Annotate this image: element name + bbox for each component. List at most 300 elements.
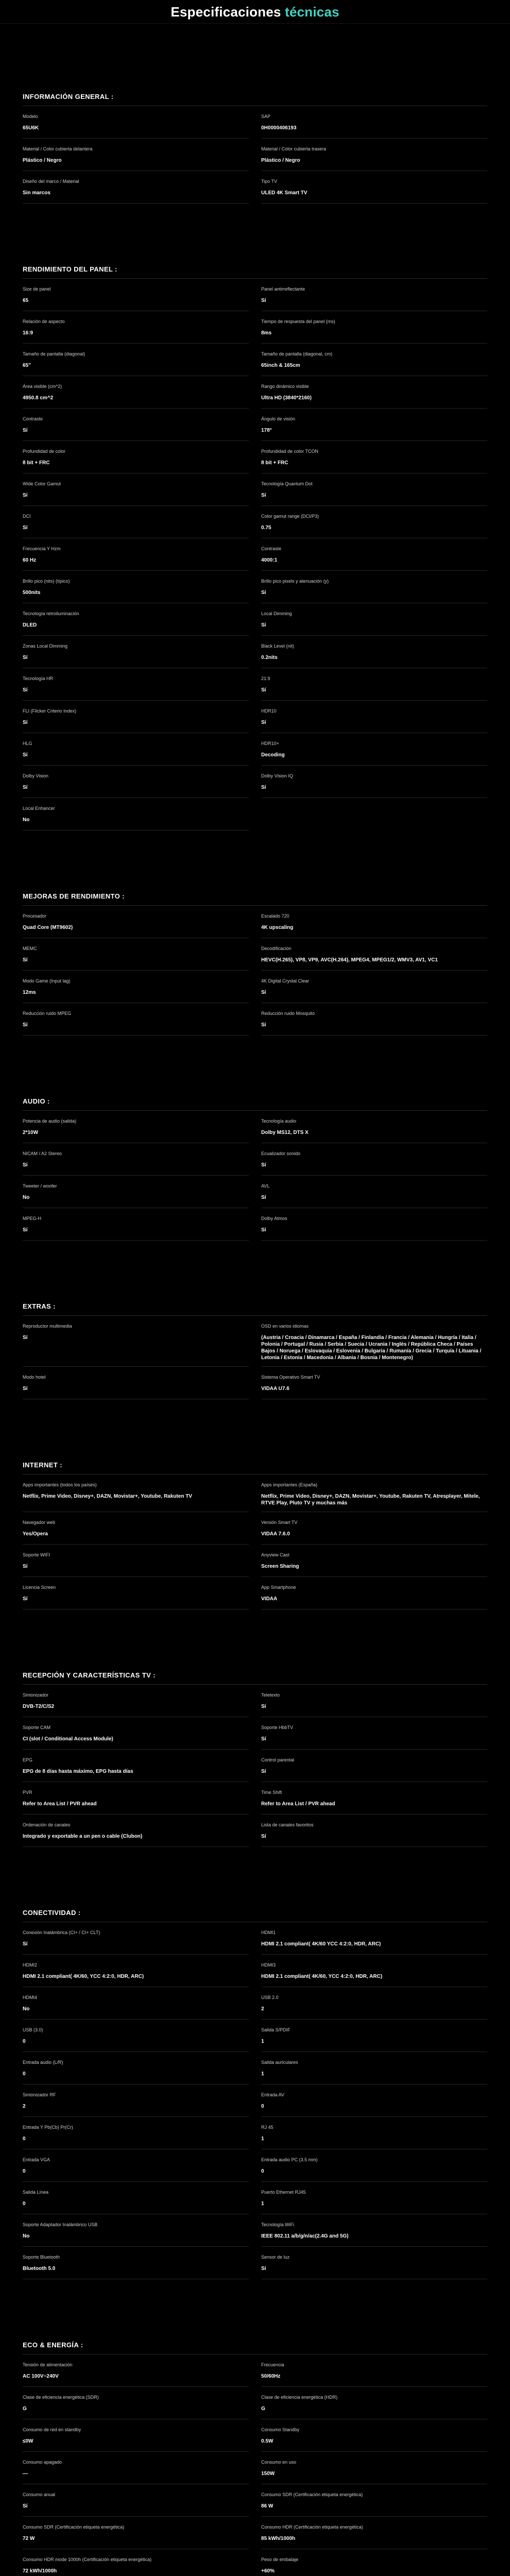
spec-item [23, 906, 249, 938]
section-title: INFORMACIÓN GENERAL : [23, 93, 487, 106]
spec-label: AVL [261, 1183, 270, 1189]
spec-item [23, 1717, 249, 1750]
spec-value: HDMI 2.1 compliant( 4K/60, YCC 4:2:0, HDR, ARC) [23, 1974, 144, 1979]
spec-value: (Austria / Croacia / Dinamarca / España / Finlandia / Francia / Alemania / Hungría / Italia / Polonia / Portugal / Rusia / Serbia / Suecia / Ucrania / Inglés / República Checa / Países Bajos / Noruega / Eslovaquia / Eslovenia / Bulgaria / Rumanía / Grecia / Turquía / Lituania / Letonia / Estonia / Macedonia / Albania / Bosnia / Montenegro) [261, 1335, 482, 1361]
spec-value: AC 100V~240V [23, 2374, 59, 2379]
spec-label: App Smartphone [261, 1585, 296, 1590]
spec-item [23, 538, 249, 571]
spec-item [23, 2484, 249, 2517]
spec-label: Lista de canales favoritos [261, 1822, 314, 1827]
spec-item [23, 311, 249, 344]
spec-item [23, 798, 249, 831]
spec-value: Sí [23, 1941, 28, 1947]
spec-value: Sí [261, 720, 266, 725]
spec-label: HLG [23, 741, 32, 746]
spec-value: Decoding [261, 752, 285, 758]
spec-value: 0 [23, 2039, 26, 2044]
spec-label: Anyview Cast [261, 1552, 290, 1557]
section-title: AUDIO : [23, 1097, 487, 1111]
spec-item [23, 2452, 249, 2484]
spec-label: NICAM / A2 Stereo [23, 1151, 62, 1156]
spec-item [261, 2052, 487, 2084]
spec-value: Sin marcos [23, 190, 50, 196]
spec-value: Sí [261, 1227, 266, 1233]
spec-item [261, 1003, 487, 1036]
spec-content [0, 93, 510, 2576]
spec-value: Sí [261, 493, 266, 498]
spec-item [261, 1577, 487, 1609]
spec-item [23, 2214, 249, 2247]
spec-value: 8ms [261, 330, 272, 336]
spec-label: Apps importantes (España) [261, 1482, 318, 1487]
spec-section [23, 1097, 487, 1241]
spec-label: Soporte WIFI [23, 1552, 50, 1557]
spec-section [23, 265, 487, 831]
spec-item [261, 409, 487, 441]
spec-item [23, 701, 249, 733]
spec-item [23, 938, 249, 971]
spec-value: Sí [261, 298, 266, 303]
spec-item [261, 2020, 487, 2052]
spec-item [23, 1003, 249, 1036]
spec-grid [23, 1475, 487, 1609]
spec-section [23, 93, 487, 204]
spec-item [261, 2452, 487, 2484]
spec-value: 50/60Hz [261, 2374, 281, 2379]
spec-item [261, 1367, 487, 1399]
spec-label: FLI (Flicker Criterio Index) [23, 708, 77, 714]
spec-label: Reducción ruido Mosquito [261, 1011, 315, 1016]
spec-label: Ángulo de visión [261, 416, 296, 421]
spec-value: Sí [23, 1564, 28, 1569]
spec-label: Versión Smart TV [261, 1520, 298, 1525]
spec-item [261, 636, 487, 668]
spec-item [261, 2214, 487, 2247]
spec-value: Refer to Area List / PVR ahead [261, 1801, 335, 1807]
spec-item [261, 1208, 487, 1241]
spec-grid [23, 2354, 487, 2576]
spec-item [23, 1815, 249, 1847]
title-accent: técnicas [284, 4, 339, 20]
spec-value: Screen Sharing [261, 1564, 299, 1569]
spec-section [23, 1302, 487, 1399]
spec-item [261, 766, 487, 798]
spec-item [261, 2387, 487, 2419]
spec-item [23, 2020, 249, 2052]
section-title: CONECTIVIDAD : [23, 1909, 487, 1922]
spec-item [261, 2354, 487, 2387]
spec-value: Sí [261, 1195, 266, 1200]
spec-item [261, 1750, 487, 1782]
spec-value: VIDAA 7.6.0 [261, 1531, 290, 1537]
spec-label: USB 2.0 [261, 1995, 279, 2000]
spec-item [261, 1922, 487, 1955]
spec-section [23, 1909, 487, 2279]
spec-value: Refer to Area List / PVR ahead [23, 1801, 97, 1807]
spec-item [261, 571, 487, 603]
spec-item [23, 733, 249, 766]
spec-item [23, 2117, 249, 2149]
spec-item [23, 1316, 249, 1367]
spec-value: 1 [261, 2071, 264, 2077]
spec-label: Consumo Standby [261, 2427, 300, 2432]
spec-label: Soporte Adaptador Inalámbrico USB [23, 2222, 98, 2227]
spec-item [23, 171, 249, 204]
spec-label: Consumo apagado [23, 2460, 62, 2465]
spec-item [261, 506, 487, 538]
spec-value: Sí [23, 1335, 28, 1341]
spec-value: ULED 4K Smart TV [261, 190, 308, 196]
spec-label: Tecnología HR [23, 676, 54, 681]
spec-value: DVB-T2/C/S2 [23, 1704, 55, 1709]
spec-item [261, 1685, 487, 1717]
spec-value: Sí [261, 2266, 266, 2272]
spec-value: 0.75 [261, 525, 271, 531]
spec-label: Frecuencia [261, 2362, 284, 2367]
spec-label: Clase de eficiencia energética (SDR) [23, 2395, 99, 2400]
spec-value: Sí [23, 1022, 28, 1028]
spec-label: Contraste [261, 546, 282, 551]
spec-value: 4000:1 [261, 557, 278, 563]
spec-label: Apps importantes (todos los países) [23, 1482, 97, 1487]
spec-label: Dolby Vision IQ [261, 773, 293, 778]
spec-label: Relación de aspecto [23, 319, 65, 324]
spec-item [261, 376, 487, 409]
spec-item [23, 2387, 249, 2419]
spec-grid [23, 1111, 487, 1241]
spec-item [23, 506, 249, 538]
spec-item [261, 1475, 487, 1512]
spec-label: Rango dinámico visible [261, 384, 309, 389]
spec-item [23, 1782, 249, 1815]
spec-label: MPEG-H [23, 1216, 41, 1221]
section-title: EXTRAS : [23, 1302, 487, 1316]
spec-item [23, 603, 249, 636]
spec-label: Consumo SDR (Certificación etiqueta energética) [261, 2492, 363, 2497]
spec-item [261, 733, 487, 766]
spec-value: Integrado y exportable a un pen o cable (Clubon) [23, 1834, 143, 1839]
spec-value: 8 bit + FRC [261, 460, 288, 466]
spec-label: Conexión Inalámbrica (CI+ / CI+ CLT) [23, 1930, 100, 1935]
spec-section [23, 2341, 487, 2576]
spec-value: 2*10W [23, 1130, 39, 1136]
spec-label: Panel antirreflectante [261, 286, 305, 292]
spec-item [23, 2052, 249, 2084]
spec-value: 178° [261, 428, 272, 433]
spec-item [23, 1750, 249, 1782]
spec-value: 8 bit + FRC [23, 460, 50, 466]
spec-value: Sí [23, 1227, 28, 1233]
spec-item [261, 2517, 487, 2549]
spec-label: Profundidad de color [23, 449, 66, 454]
spec-value: Plástico / Negro [23, 158, 62, 163]
spec-value: G [23, 2406, 27, 2412]
spec-item [261, 798, 487, 831]
spec-value: HDMI 2.1 compliant( 4K/60 YCC 4:2:0, HDR, ARC) [261, 1941, 381, 1947]
spec-grid [23, 1685, 487, 1847]
spec-value: Sí [23, 655, 28, 660]
spec-label: Puerto Ethernet RJ45 [261, 2190, 306, 2195]
spec-label: Ordenación de canales [23, 1822, 71, 1827]
spec-item [23, 1367, 249, 1399]
spec-label: Modelo [23, 114, 38, 119]
spec-value: 0 [23, 2168, 26, 2174]
spec-value: Netflix, Prime Video, Disney+, DAZN, Movistar+, Youtube, Rakuten TV [23, 1494, 192, 1499]
spec-value: DLED [23, 622, 37, 628]
spec-label: Potencia de audio (salida) [23, 1118, 77, 1124]
spec-value: 0 [23, 2071, 26, 2077]
spec-grid [23, 1922, 487, 2279]
spec-label: Profundidad de color TCON [261, 449, 318, 454]
spec-label: Consumo de red en standby [23, 2427, 81, 2432]
spec-item [261, 2182, 487, 2214]
spec-label: Reproductor multimedia [23, 1324, 72, 1329]
spec-value: 65inch & 165cm [261, 363, 300, 368]
spec-item [261, 106, 487, 139]
spec-value: Sí [261, 1769, 266, 1774]
spec-label: Consumo SDR (Certificación etiqueta energética) [23, 2524, 125, 2530]
spec-item [261, 1316, 487, 1367]
spec-item [23, 1987, 249, 2020]
spec-value: Sí [23, 1386, 28, 1392]
spec-value: Sí [261, 687, 266, 693]
spec-value: Sí [23, 687, 28, 693]
spec-value: HEVC(H.265), VP8, VP9, AVC(H.264), MPEG4, MPEG1/2, WMV3, AV1, VC1 [261, 957, 438, 963]
spec-item [261, 906, 487, 938]
spec-value: Sí [261, 1022, 266, 1028]
spec-label: HDMI4 [23, 1995, 38, 2000]
spec-label: Entrada Y Pb(Cb) Pr(Cr) [23, 2125, 73, 2130]
spec-item [23, 1208, 249, 1241]
spec-label: Tecnología WiFi [261, 2222, 295, 2227]
spec-value: VIDAA U7.6 [261, 1386, 290, 1392]
spec-label: Tweeter / woofer [23, 1183, 57, 1189]
spec-value: Sí [23, 1596, 28, 1602]
spec-value: Sí [261, 590, 266, 596]
spec-value: Sí [23, 428, 28, 433]
spec-value: Sí [261, 990, 266, 995]
spec-label: Zonas Local Dimming [23, 643, 68, 649]
spec-value: G [261, 2406, 265, 2412]
spec-label: Modo Game (Input lag) [23, 978, 71, 984]
spec-item [23, 139, 249, 171]
spec-item [261, 311, 487, 344]
spec-item [23, 1512, 249, 1545]
spec-label: OSD en varios idiomas [261, 1324, 309, 1329]
spec-item [23, 1545, 249, 1577]
spec-label: USB (3.0) [23, 2027, 43, 2032]
spec-label: Navegador web [23, 1520, 56, 1525]
spec-label: SAP [261, 114, 271, 119]
spec-item [261, 938, 487, 971]
spec-value: CI (slot / Conditional Access Module) [23, 1736, 113, 1742]
spec-item [261, 2149, 487, 2182]
spec-item [261, 1545, 487, 1577]
section-title: RECEPCIÓN Y CARACTERÍSTICAS TV : [23, 1671, 487, 1685]
spec-label: Procesador [23, 913, 47, 919]
spec-item [23, 409, 249, 441]
spec-value: 4950.8 cm^2 [23, 395, 54, 401]
spec-label: Brillo pico pixels y atenuación (y) [261, 579, 329, 584]
spec-value: Sí [23, 1162, 28, 1168]
spec-item [23, 971, 249, 1003]
spec-item [261, 538, 487, 571]
spec-value: 60 Hz [23, 557, 37, 563]
spec-grid [23, 1316, 487, 1399]
spec-item [261, 2247, 487, 2279]
spec-label: Consumo en uso [261, 2460, 297, 2465]
spec-value: Ultra HD (3840*2160) [261, 395, 312, 401]
spec-label: Tecnología Quantum Dot [261, 481, 313, 486]
spec-value: Sí [261, 1736, 266, 1742]
spec-label: Sintonizador RF [23, 2092, 56, 2097]
spec-value: Sí [261, 1162, 266, 1168]
spec-label: Dolby Atmos [261, 1216, 287, 1221]
spec-value: +60% [261, 2568, 275, 2574]
spec-item [261, 473, 487, 506]
spec-label: Tipo TV [261, 179, 278, 184]
spec-value: Sí [23, 785, 28, 790]
spec-label: Size de panel [23, 286, 51, 292]
spec-value: Sí [23, 2503, 28, 2509]
spec-value: Sí [261, 622, 266, 628]
spec-value: 12ms [23, 990, 36, 995]
spec-label: Escalado 720 [261, 913, 290, 919]
spec-item [23, 2247, 249, 2279]
spec-label: Tecnología audio [261, 1118, 297, 1124]
spec-value: 0 [23, 2201, 26, 2207]
spec-value: Sí [23, 525, 28, 531]
spec-label: Licencia Screen [23, 1585, 56, 1590]
spec-item [261, 2117, 487, 2149]
spec-value: 72 kWh/1000h [23, 2568, 57, 2574]
spec-label: Tiempo de respuesta del panel (ms) [261, 319, 335, 324]
spec-label: Control parental [261, 1757, 295, 1762]
spec-label: Área visible (cm^2) [23, 384, 62, 389]
spec-item [23, 766, 249, 798]
spec-item [23, 2419, 249, 2452]
spec-label: Color gamut range (DCI/P3) [261, 514, 319, 519]
spec-value: 0 [23, 2136, 26, 2142]
spec-value: No [23, 2233, 30, 2239]
spec-item [23, 2517, 249, 2549]
spec-item [261, 1512, 487, 1545]
spec-label: Tensión de alimentación [23, 2362, 73, 2367]
spec-grid [23, 279, 487, 831]
spec-label: Brillo pico (nits) (típico) [23, 579, 70, 584]
spec-item [23, 1475, 249, 1512]
spec-value: No [23, 2006, 30, 2012]
spec-label: Diseño del marco / Material [23, 179, 79, 184]
spec-item [261, 603, 487, 636]
spec-label: Salida auriculares [261, 2060, 298, 2065]
spec-value: HDMI 2.1 compliant( 4K/60, YCC 4:2:0, HDR, ARC) [261, 1974, 383, 1979]
spec-item [23, 1955, 249, 1987]
spec-label: 4K Digital Crystal Clear [261, 978, 310, 984]
spec-value: 0H0000406193 [261, 125, 297, 131]
spec-grid [23, 106, 487, 204]
spec-label: Frecuencia Y Hzm [23, 546, 61, 551]
spec-label: Salida Línea [23, 2190, 49, 2195]
spec-label: Contraste [23, 416, 43, 421]
spec-label: Ecualizador sonido [261, 1151, 301, 1156]
spec-item [261, 2549, 487, 2576]
spec-value: Sí [261, 1704, 266, 1709]
spec-item [261, 1782, 487, 1815]
spec-value: EPG de 8 días hasta máximo, EPG hasta días [23, 1769, 133, 1774]
spec-value: 4K upscaling [261, 925, 294, 930]
spec-label: Tamaño de pantalla (diagonal) [23, 351, 86, 357]
spec-label: MEMC [23, 946, 37, 951]
spec-item [261, 1815, 487, 1847]
spec-item [23, 376, 249, 409]
spec-item [261, 1111, 487, 1143]
spec-value: No [23, 1195, 30, 1200]
spec-item [261, 1717, 487, 1750]
spec-label: Peso de embalaje [261, 2557, 299, 2562]
spec-item [23, 1111, 249, 1143]
spec-value: 2 [261, 2006, 264, 2012]
spec-item [23, 1143, 249, 1176]
spec-label: Consumo HDR mode 1000h (Certificación etiqueta energética) [23, 2557, 152, 2562]
section-title: RENDIMIENTO DEL PANEL : [23, 265, 487, 279]
spec-label: Soporte HbbTV [261, 1725, 294, 1730]
spec-item [23, 441, 249, 473]
spec-value: VIDAA [261, 1596, 278, 1602]
spec-label: HDMI3 [261, 1962, 276, 1968]
spec-value: 2 [23, 2104, 26, 2109]
spec-item [261, 1955, 487, 1987]
spec-label: Sensor de luz [261, 2255, 290, 2260]
spec-label: Decodificación [261, 946, 292, 951]
spec-label: Salida S/PDIF [261, 2027, 291, 2032]
spec-label: Consumo anual [23, 2492, 56, 2497]
spec-label: Time Shift [261, 1790, 282, 1795]
spec-item [23, 668, 249, 701]
spec-label: Material / Color cubierta trasera [261, 146, 327, 151]
spec-label: Local Enhancer [23, 806, 55, 811]
spec-label: Entrada audio (L/R) [23, 2060, 63, 2065]
spec-item [23, 1685, 249, 1717]
section-title: INTERNET : [23, 1461, 487, 1475]
spec-item [261, 139, 487, 171]
spec-label: DCI [23, 514, 31, 519]
page-title [171, 0, 339, 24]
spec-label: Reducción ruido MPEG [23, 1011, 72, 1016]
spec-grid [23, 906, 487, 1036]
spec-value: 1 [261, 2039, 264, 2044]
spec-label: Tamaño de pantalla (diagonal, cm) [261, 351, 333, 357]
spec-value: Netflix, Prime Video, Disney+, DAZN, Movistar+, Youtube, Rakuten TV, Atresplayer, Mitele, RTVE Play, Pluto TV y muchas más [261, 1494, 480, 1506]
spec-item [261, 1987, 487, 2020]
spec-label: Sintonizador [23, 1692, 49, 1698]
spec-item [261, 1143, 487, 1176]
spec-value: 0.2nits [261, 655, 278, 660]
title-main: Especificaciones [171, 4, 281, 20]
section-title: MEJORAS DE RENDIMIENTO : [23, 892, 487, 906]
spec-item [23, 636, 249, 668]
spec-value: Sí [23, 720, 28, 725]
spec-item [23, 473, 249, 506]
spec-label: EPG [23, 1757, 33, 1762]
spec-value: 0 [261, 2168, 264, 2174]
spec-label: Modo hotel [23, 1375, 46, 1380]
spec-label: Soporte Bluetooth [23, 2255, 60, 2260]
spec-value: Sí [261, 1834, 266, 1839]
spec-value: Quad Core (MT9602) [23, 925, 73, 930]
spec-item [23, 2149, 249, 2182]
spec-label: Entrada AV [261, 2092, 284, 2097]
